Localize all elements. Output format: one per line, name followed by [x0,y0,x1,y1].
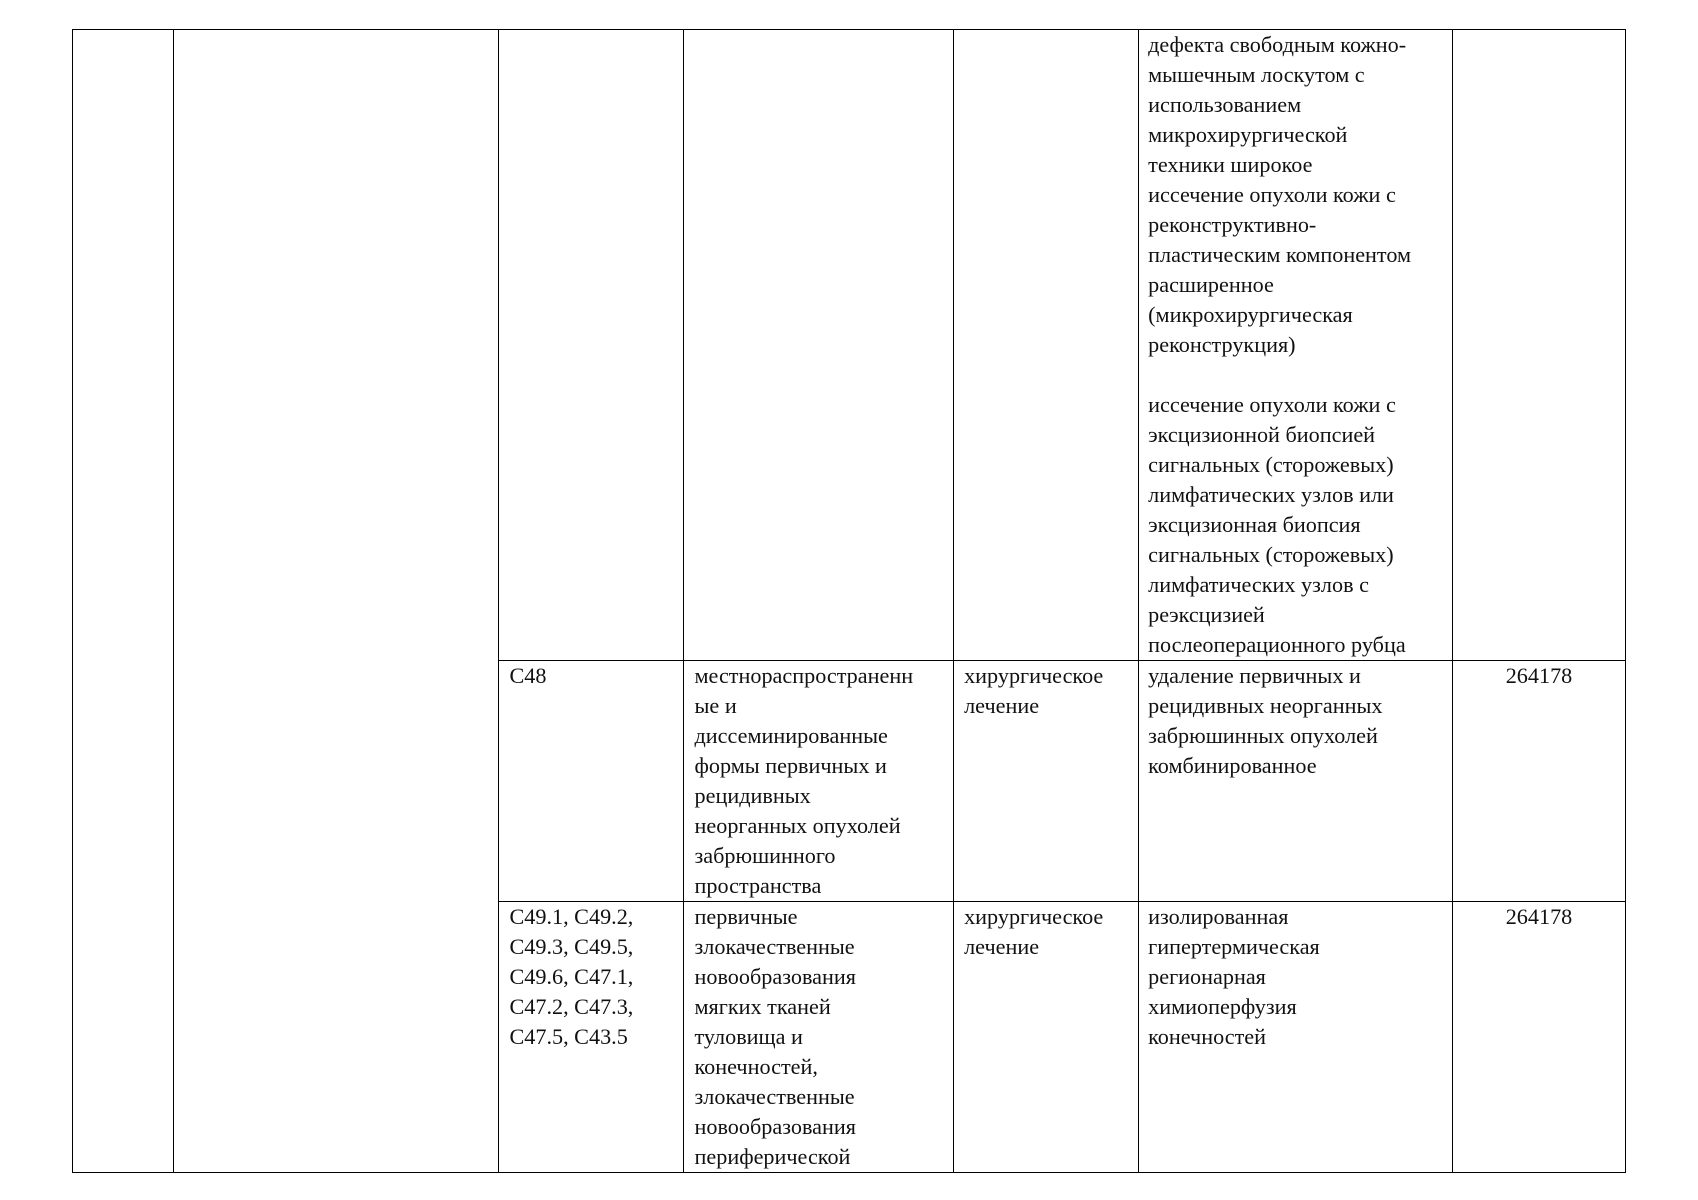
treatment-method-text: изолированная гипертермическая регионарная химиоперфузия конечностей [1148,904,1320,1049]
cost-value: 264178 [1505,904,1573,929]
icd-code-text: C48 [509,663,547,688]
diagnosis-cell [683,30,954,661]
treatment-method-text: удаление первичных и рецидивных неорганных забрюшинных опухолей комбинированное [1148,663,1383,778]
icd-code-cell [499,661,683,902]
diagnosis-cell [683,661,954,902]
cost-cell [1452,30,1625,661]
treatment-type-text: хирургическое лечение [964,904,1104,959]
treatment-method-cell [1139,902,1453,1173]
diagnosis-cell [683,902,954,1173]
treatment-method-text: дефекта свободным кожно- мышечным лоскутом с использованием микрохирургической техники широкое иссечение опухоли кожи с реконструктивно- пластическим компонентом расширенное (микрохирургическая реконструкция) [1148,32,1412,357]
medical-care-table [72,29,1626,1173]
icd-code-text: C49.1, C49.2, C49.3, C49.5, C49.6, C47.1, C47.2, C47.3, C47.5, C43.5 [509,904,634,1049]
number-cell [73,30,174,1173]
table-row [73,30,1626,661]
treatment-type-cell [954,30,1139,661]
profile-name-cell [173,30,499,1173]
treatment-method-cell [1139,661,1453,902]
icd-code-cell [499,902,683,1173]
treatment-type-text: хирургическое лечение [964,663,1104,718]
cost-cell [1452,902,1625,1173]
diagnosis-text: первичные злокачественные новообразования мягких тканей туловища и конечностей, злокачественные новообразования периферической [694,904,856,1169]
treatment-type-cell [954,902,1139,1173]
cost-cell [1452,661,1625,902]
treatment-type-cell [954,661,1139,902]
treatment-method-text: иссечение опухоли кожи с эксцизионной биопсией сигнальных (сторожевых) лимфатических узлов или эксцизионная биопсия сигнальных (сторожевых) лимфатических узлов с реэксцизией послеоперационного рубца [1148,392,1406,657]
diagnosis-text: местнораспространенн ые и диссеминированные формы первичных и рецидивных неорганных опухолей забрюшинного пространства [694,663,914,898]
icd-code-cell [499,30,683,661]
treatment-method-cell [1139,30,1453,661]
cost-value: 264178 [1505,663,1573,688]
